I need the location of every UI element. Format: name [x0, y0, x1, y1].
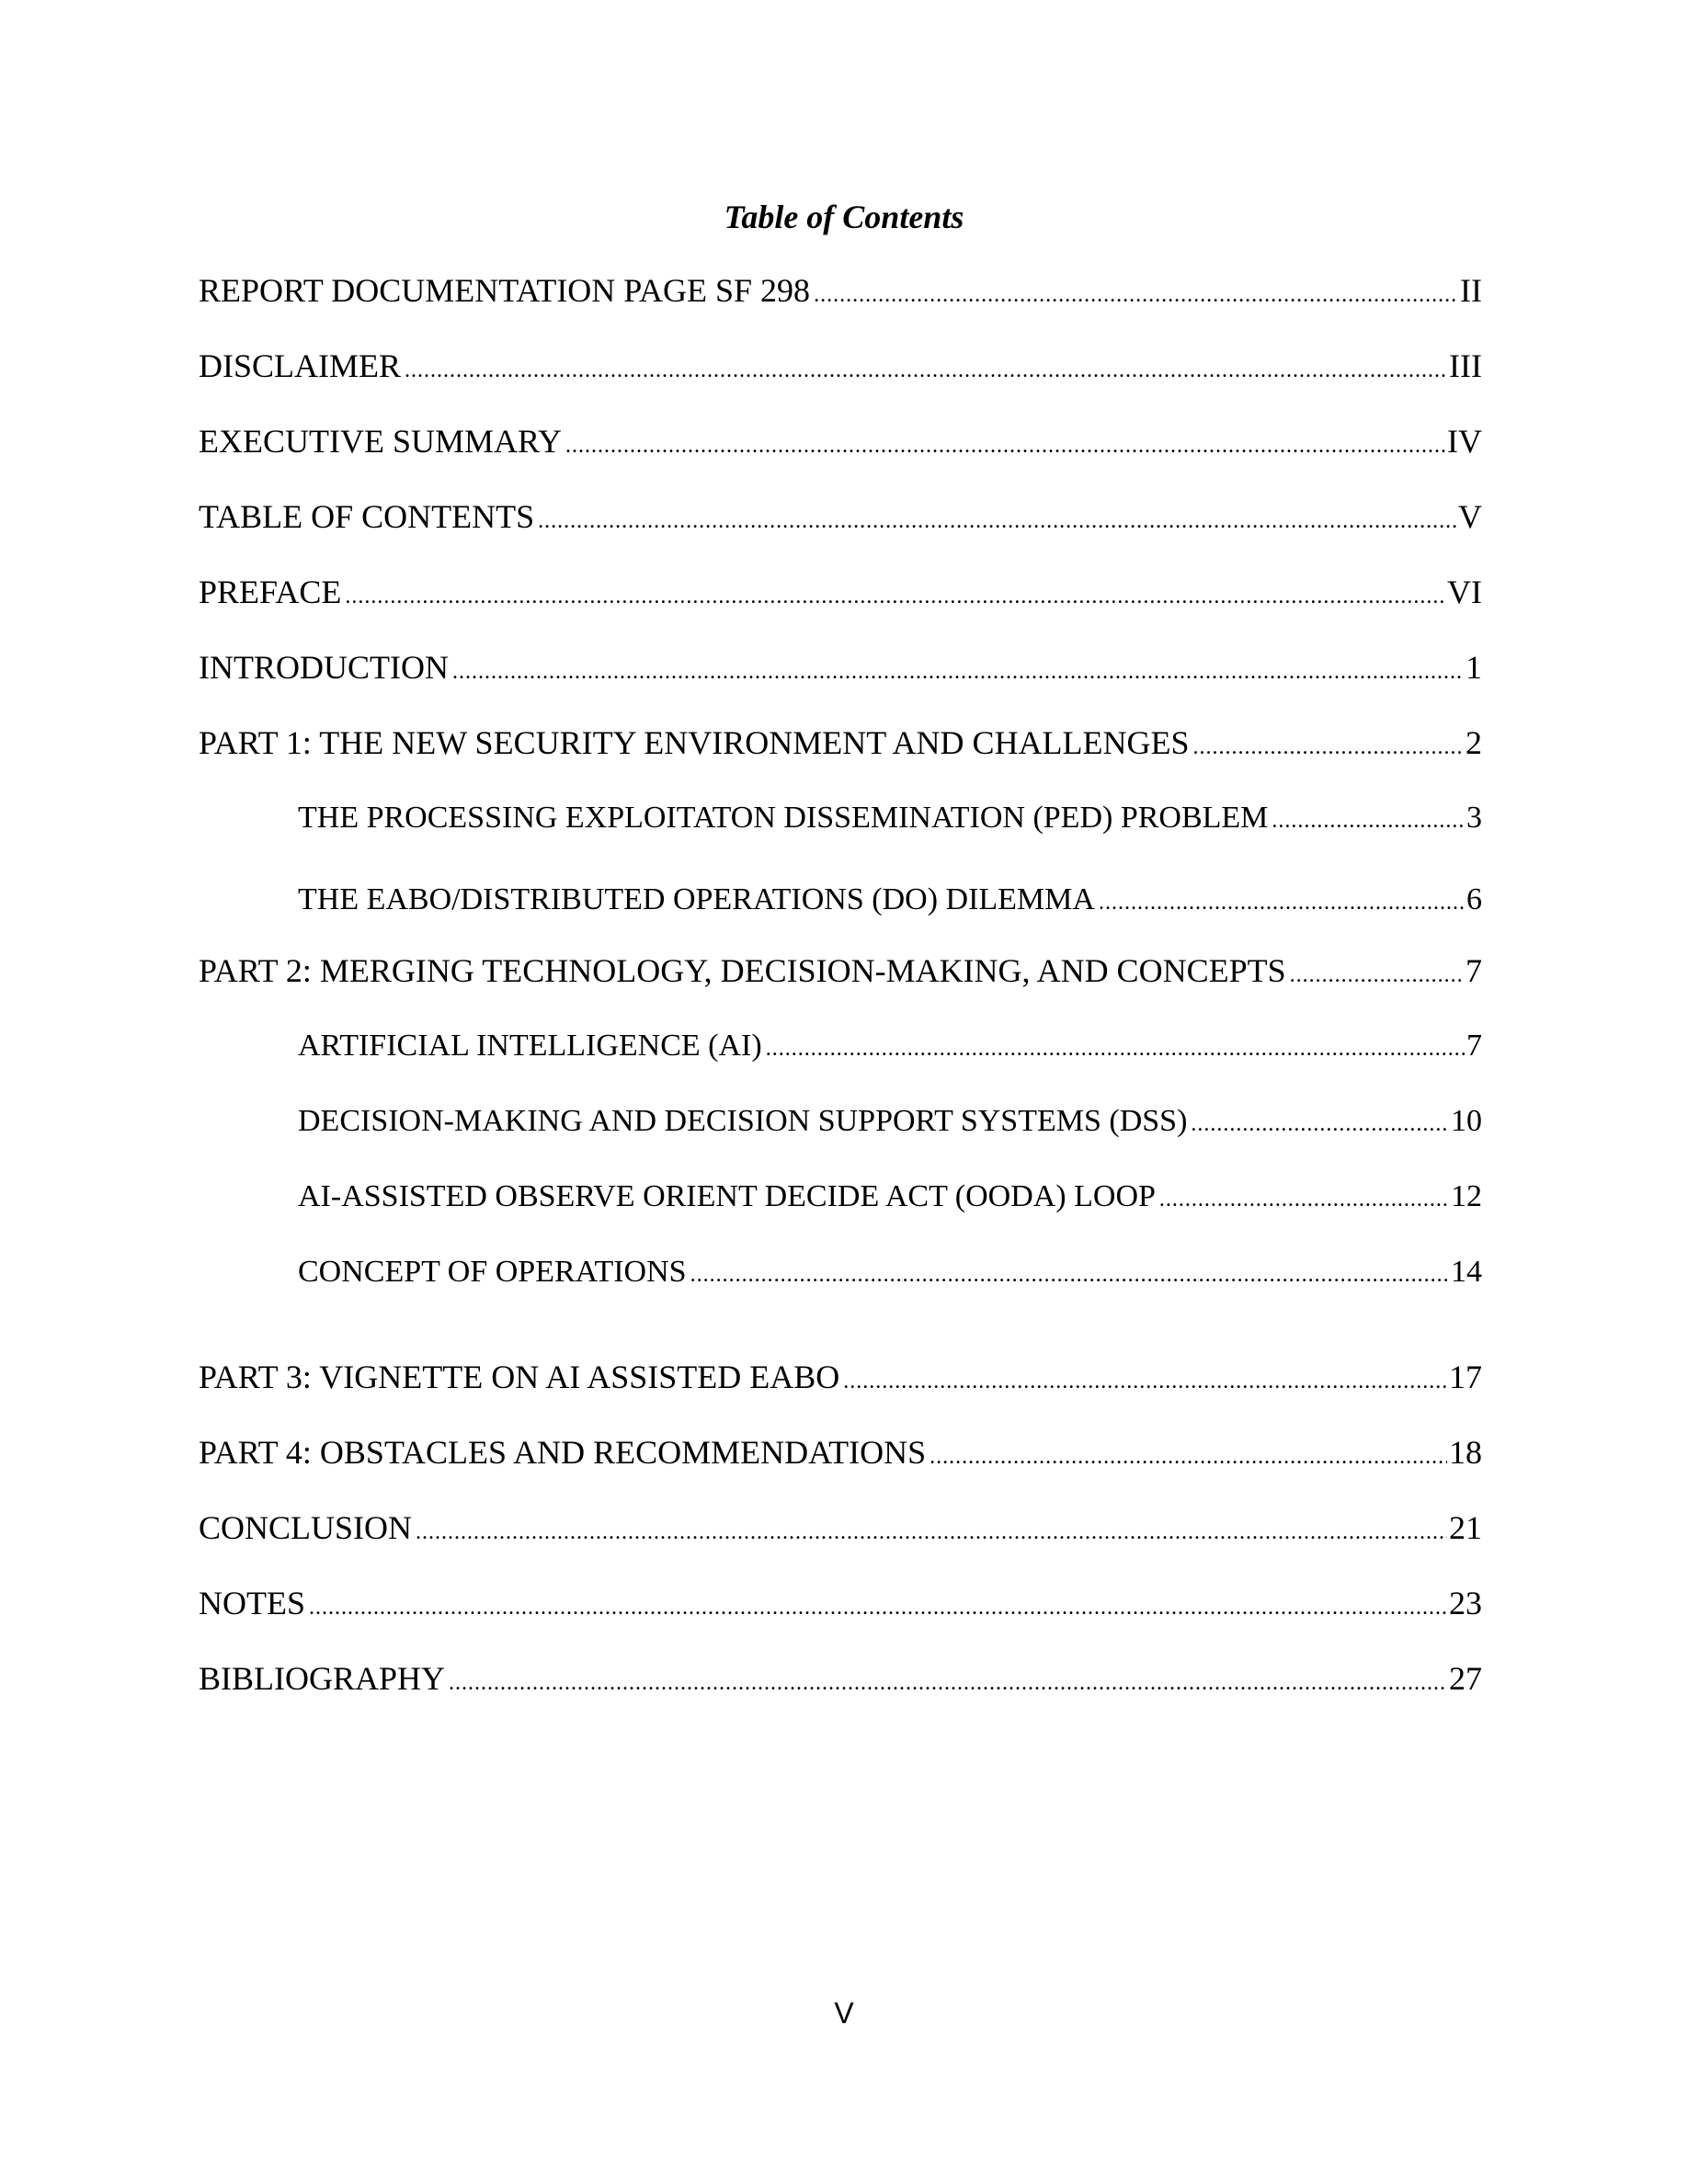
dot-leader: [416, 1510, 1447, 1550]
toc-entry-page-number: II: [1460, 272, 1482, 309]
toc-entry-label: NOTES: [199, 1585, 305, 1621]
toc-entry-label: PART 3: VIGNETTE ON AI ASSISTED EABO: [199, 1359, 840, 1395]
toc-entry-ooda-loop[interactable]: [298, 1175, 1482, 1219]
toc-entry-page-number: 14: [1451, 1255, 1482, 1289]
dot-leader: [565, 424, 1445, 463]
dot-leader: [1290, 953, 1464, 993]
toc-entry-label: CONCLUSION: [199, 1509, 413, 1546]
toc-entry-label: EXECUTIVE SUMMARY: [199, 423, 563, 460]
toc-entry-eabo-dilemma[interactable]: [298, 878, 1482, 922]
toc-entry-label: TABLE OF CONTENTS: [199, 498, 535, 535]
toc-entry-page-number: 1: [1466, 649, 1482, 686]
toc-entry-page-number: 23: [1449, 1585, 1482, 1621]
toc-entry-label: PART 2: MERGING TECHNOLOGY, DECISION-MAKING, AND CONCEPTS: [199, 952, 1286, 989]
dot-leader: [1191, 1102, 1449, 1143]
dot-leader: [843, 1359, 1447, 1399]
dot-leader: [452, 650, 1464, 689]
toc-entry-concept-of-operations[interactable]: [298, 1250, 1482, 1294]
toc-entry-report-documentation-page[interactable]: [199, 268, 1482, 313]
toc-entry-page-number: 2: [1466, 724, 1482, 761]
toc-entry-part-1[interactable]: [199, 721, 1482, 765]
toc-entry-page-number: III: [1449, 347, 1482, 384]
dot-leader: [449, 1661, 1447, 1701]
toc-entry-page-number: 6: [1466, 882, 1482, 916]
toc-entry-page-number: 7: [1466, 952, 1482, 989]
toc-entry-label: REPORT DOCUMENTATION PAGE SF 298: [199, 272, 811, 309]
toc-entry-preface[interactable]: [199, 570, 1482, 614]
toc-entry-disclaimer[interactable]: [199, 344, 1482, 388]
toc-entry-page-number: 18: [1449, 1434, 1482, 1471]
dot-leader: [1272, 799, 1465, 840]
toc-entry-ped-problem[interactable]: [298, 796, 1482, 840]
toc-entry-page-number: 12: [1451, 1179, 1482, 1213]
toc-entry-artificial-intelligence[interactable]: [298, 1024, 1482, 1068]
toc-entry-page-number: V: [1458, 498, 1482, 535]
toc-entry-page-number: 10: [1451, 1104, 1482, 1138]
toc-entry-page-number: 7: [1466, 1029, 1482, 1063]
toc-entry-label: CONCEPT OF OPERATIONS: [298, 1255, 687, 1289]
toc-entry-label: THE EABO/DISTRIBUTED OPERATIONS (DO) DILEMMA: [298, 882, 1095, 916]
dot-leader: [345, 574, 1445, 614]
dot-leader: [690, 1253, 1449, 1294]
toc-entry-notes[interactable]: [199, 1581, 1482, 1625]
toc-entry-part-3[interactable]: [199, 1355, 1482, 1399]
dot-leader: [1159, 1177, 1449, 1219]
toc-entry-label: AI-ASSISTED OBSERVE ORIENT DECIDE ACT (OODA) LOOP: [298, 1179, 1156, 1213]
toc-entry-label: DISCLAIMER: [199, 347, 402, 384]
page-title: Table of Contents: [724, 199, 964, 235]
toc-entry-page-number: 3: [1466, 801, 1482, 835]
toc-entry-label: PREFACE: [199, 574, 342, 610]
dot-leader: [814, 273, 1458, 313]
dot-leader: [309, 1586, 1447, 1625]
dot-leader: [405, 348, 1447, 388]
toc-entry-label: PART 4: OBSTACLES AND RECOMMENDATIONS: [199, 1434, 927, 1471]
toc-entry-conclusion[interactable]: [199, 1506, 1482, 1550]
toc-entry-page-number: 17: [1449, 1359, 1482, 1395]
toc-entry-label: INTRODUCTION: [199, 649, 449, 686]
toc-entry-label: THE PROCESSING EXPLOITATON DISSEMINATION (PED) PROBLEM: [298, 801, 1269, 835]
toc-entry-page-number: 27: [1449, 1660, 1482, 1697]
toc-entry-page-number: IV: [1447, 423, 1482, 460]
dot-leader: [1099, 881, 1465, 922]
dot-leader: [538, 499, 1456, 539]
toc-entry-table-of-contents[interactable]: [199, 495, 1482, 539]
dot-leader: [1193, 725, 1464, 765]
toc-entry-page-number: VI: [1447, 574, 1482, 610]
toc-entry-part-4[interactable]: [199, 1430, 1482, 1474]
dot-leader: [930, 1435, 1447, 1474]
toc-entry-bibliography[interactable]: [199, 1656, 1482, 1701]
dot-leader: [766, 1027, 1465, 1068]
toc-entry-label: DECISION-MAKING AND DECISION SUPPORT SYSTEMS (DSS): [298, 1104, 1188, 1138]
toc-entry-part-2[interactable]: [199, 949, 1482, 993]
toc-entry-label: PART 1: THE NEW SECURITY ENVIRONMENT AND CHALLENGES: [199, 724, 1190, 761]
toc-entry-introduction[interactable]: [199, 645, 1482, 689]
toc-entry-label: ARTIFICIAL INTELLIGENCE (AI): [298, 1029, 762, 1063]
toc-entry-label: BIBLIOGRAPHY: [199, 1660, 446, 1697]
toc-entry-decision-support-systems[interactable]: [298, 1099, 1482, 1143]
page-number: V: [834, 1996, 854, 2030]
toc-entry-page-number: 21: [1449, 1509, 1482, 1546]
toc-entry-executive-summary[interactable]: [199, 419, 1482, 463]
